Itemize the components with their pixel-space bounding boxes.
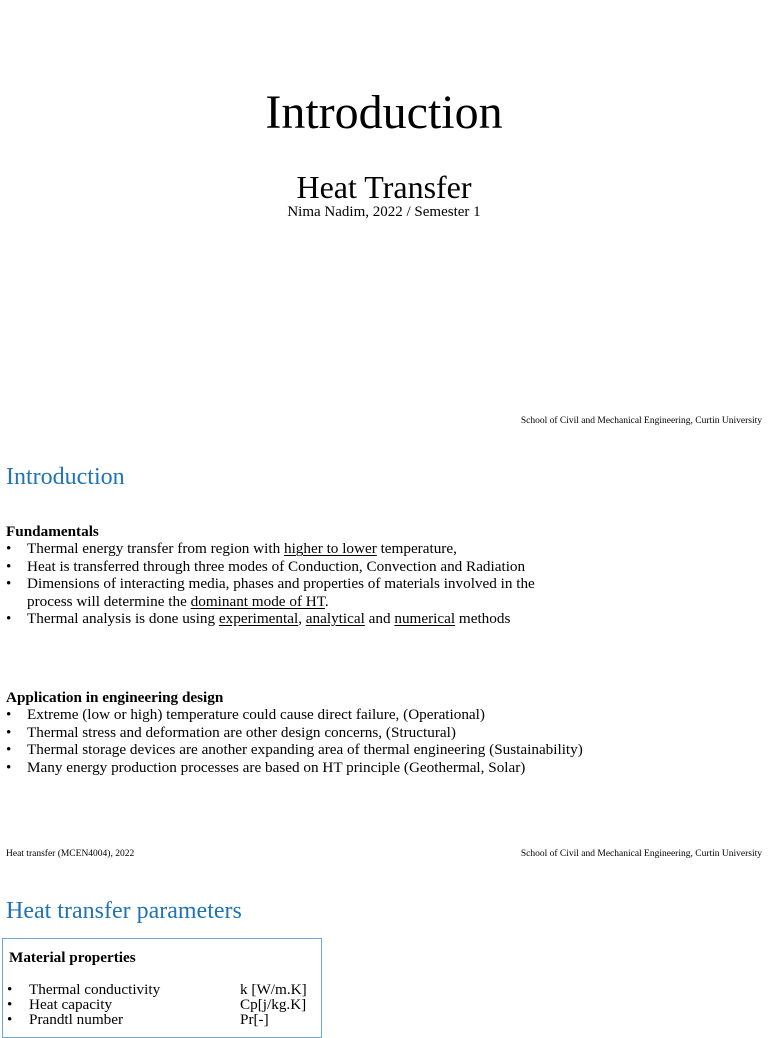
fundamentals-list [6,540,746,627]
slide1-title: Introduction [265,86,503,139]
bullet-icon: • [6,557,12,575]
list-item: • Extreme (low or high) temperature could cause direct failure, (Operational) [6,706,485,724]
list-item: • Many energy production processes are based on HT principle (Geothermal, Solar) [6,758,526,776]
material-properties-box [2,938,322,1038]
bullet-icon: • [7,996,13,1013]
list-item: • Thermal stress and deformation are other design concerns, (Structural) [6,723,456,741]
slide2-footer-right: School of Civil and Mechanical Engineering, Curtin University [520,849,762,859]
slide2-heading: Introduction [6,464,125,490]
material-properties-title: Material properties [9,949,136,966]
slide1-author-line: Nima Nadim, 2022 / Semester 1 [287,204,481,220]
list-item: • Heat is transferred through three modes of Conduction, Convection and Radiation [6,557,526,575]
bullet-icon: • [6,758,12,776]
bullet-icon: • [6,540,12,558]
bullet-icon: • [6,610,12,628]
property-name: Thermal conductivity [29,981,161,998]
slide1-subtitle: Heat Transfer [296,169,472,205]
bullet-icon: • [6,575,12,593]
application-section [6,689,746,776]
bullet-icon: • [6,741,12,759]
slide3-heading: Heat transfer parameters [6,898,242,924]
slide1-footer-right: School of Civil and Mechanical Engineering, Curtin University [520,416,762,426]
bullet-icon: • [7,981,13,998]
application-list [6,706,746,776]
application-title: Application in engineering design [6,689,224,706]
fundamentals-section [6,523,746,627]
fundamentals-title: Fundamentals [6,523,99,540]
slide2-footer-left: Heat transfer (MCEN4004), 2022 [6,849,135,859]
bullet-icon: • [6,706,12,724]
bullet-icon: • [7,1011,13,1028]
property-unit: k [W/m.K] [240,981,307,998]
list-item: • Dimensions of interacting media, phases and properties of materials involved in the process will determine the dominant mode of HT. [6,575,535,610]
property-name: Prandtl number [29,1011,124,1028]
list-item: • Thermal energy transfer from region with higher to lower temperature, [6,540,457,558]
list-item: • Thermal analysis is done using experimental, analytical and numerical methods [6,610,511,628]
list-item: • Thermal storage devices are another expanding area of thermal engineering (Sustainability) [6,741,583,759]
property-name: Heat capacity [29,996,113,1013]
bullet-icon: • [6,723,12,741]
property-unit: Pr[-] [240,1011,269,1028]
property-unit: Cp[j/kg.K] [240,996,307,1013]
